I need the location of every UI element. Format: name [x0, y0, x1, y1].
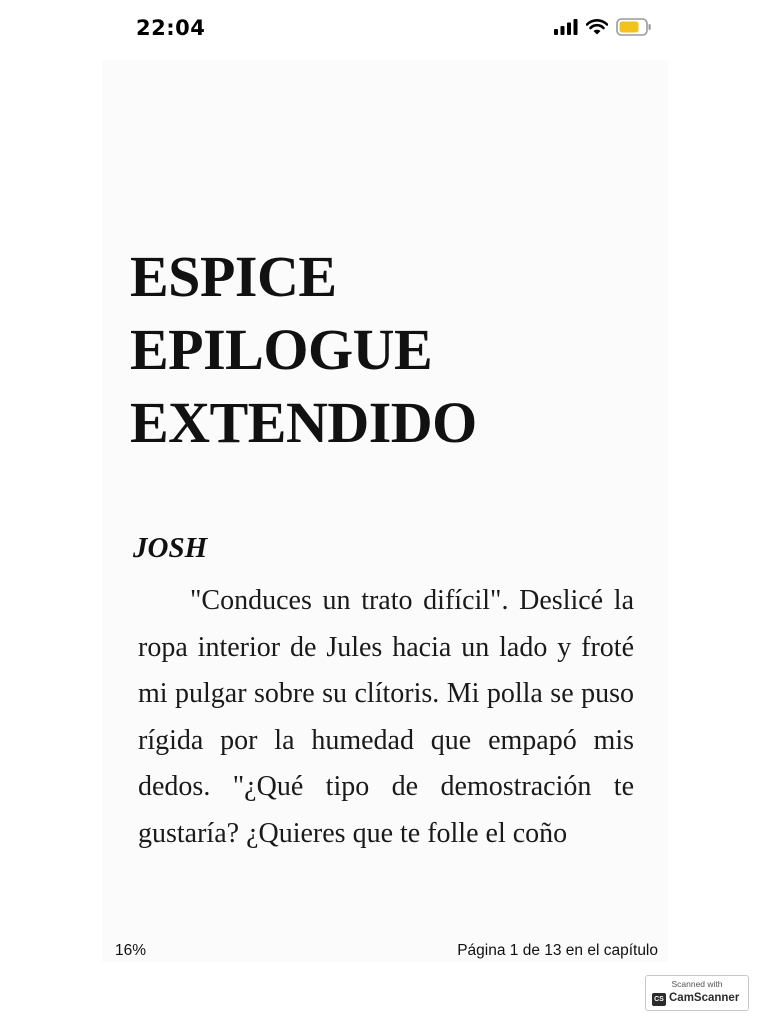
chapter-title-line: EXTENDIDO	[130, 390, 477, 455]
status-time: 22:04	[136, 16, 206, 40]
status-icons	[554, 18, 652, 41]
reader-footer	[0, 938, 768, 962]
chapter-title	[130, 240, 477, 459]
chapter-body-text: "Conduces un trato difícil". Deslicé la ropa interior de Jules hacia un lado y froté mi pulgar sobre su clítoris. Mi polla se puso rígida por la humedad que empapó mis dedos. "¿Qué tipo de demostración te gustaría? ¿Quieres que te folle el coño	[138, 585, 634, 849]
cellular-signal-icon	[554, 19, 578, 40]
status-bar	[0, 0, 768, 60]
battery-icon	[616, 18, 652, 41]
watermark-caption: Scanned with	[671, 979, 723, 989]
reading-progress: 16%	[115, 942, 147, 959]
chapter-title-line: ESPICE	[130, 244, 337, 309]
camscanner-watermark	[645, 975, 749, 1011]
narrator-heading: JOSH	[133, 532, 208, 564]
watermark-brand: CamScanner	[669, 992, 740, 1004]
chapter-title-line: EPILOGUE	[130, 317, 433, 382]
wifi-icon	[586, 19, 608, 40]
page-indicator: Página 1 de 13 en el capítulo	[457, 942, 658, 959]
camscanner-logo-icon: CS	[652, 993, 666, 1006]
